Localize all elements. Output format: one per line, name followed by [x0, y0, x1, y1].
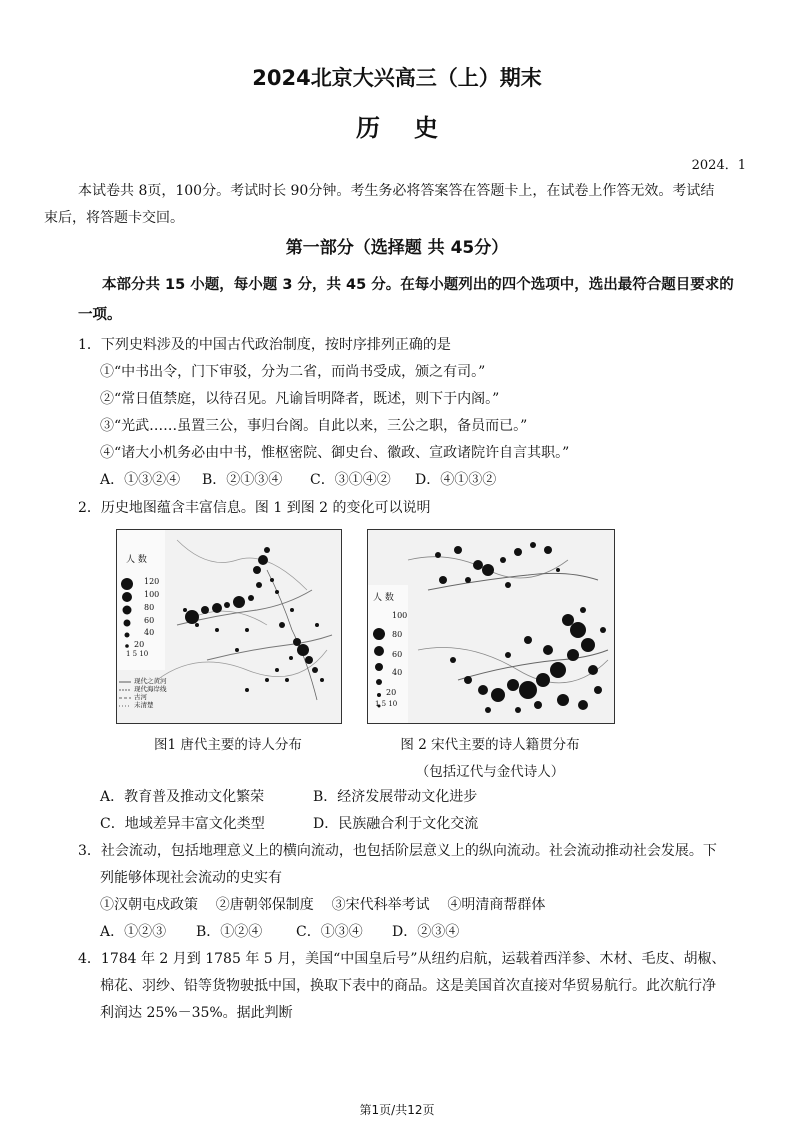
fig1-legend-line-3: 古河 [134, 693, 147, 701]
part1-heading: 第一部分（选择题 共 45分） [285, 238, 509, 258]
fig2-legend-40: 40 [392, 668, 403, 677]
fig1-legend-line-4: 未清楚 [134, 701, 154, 709]
fig1-legend-small: 1 5 10 [126, 650, 149, 658]
q3-items: ①汉朝屯戍政策 ②唐朝邻保制度 ③宋代科举考试 ④明清商帮群体 [100, 897, 546, 913]
q4-line-1: 4．1784 年 2 月到 1785 年 5 月，美国“中国皇后号”从纽约启航，运载着西洋参、木材、毛皮、胡椒、 [78, 951, 726, 967]
fig2-legend-60: 60 [392, 650, 403, 659]
q3-stem-1: 3．社会流动，包括地理意义上的横向流动，也包括阶层意义上的纵向流动。社会流动推动社会发展。下 [78, 843, 717, 859]
fig1-legend-line-1: 现代之黄河 [134, 677, 167, 685]
q2-option-d: D．民族融合利于文化交流 [313, 816, 479, 832]
tang-poets-map [116, 529, 342, 724]
page-number: 第1页/共12页 [359, 1103, 435, 1117]
q2-stem: 2．历史地图蕴含丰富信息。图 1 到图 2 的变化可以说明 [78, 500, 431, 516]
exam-date: 2024．1 [691, 158, 746, 173]
fig2-legend-20: 20 [386, 688, 397, 697]
intro-line-2: 束后，将答题卡交回。 [44, 210, 184, 226]
q3-option-a: A．①②③ [100, 924, 167, 940]
q1-item-4: ④“诸大小机务必由中书，惟枢密院、御史台、徽政、宣政诸院许自言其职。” [100, 445, 570, 461]
part1-instruction: 本部分共 15 小题，每小题 3 分，共 45 分。在每小题列出的四个选项中，选出最符合题目要求的一项。 [78, 277, 734, 323]
fig1-legend-line-2: 现代海岸线 [134, 685, 167, 693]
fig1-legend-60: 60 [144, 616, 155, 625]
fig1-legend-80: 80 [144, 603, 155, 612]
q2-option-c: C．地域差异丰富文化类型 [100, 816, 265, 832]
q1-item-2: ②“常日值禁庭，以待召见。凡谕旨明降者，既述，则下于内阁。” [100, 391, 500, 407]
song-poets-map [367, 529, 615, 724]
fig1-legend-120: 120 [144, 577, 160, 586]
subject-title: 历史 [356, 114, 472, 142]
q1-option-a: A．①③②④ [100, 472, 181, 488]
intro-line-1: 本试卷共 8页，100分。考试时长 90分钟。考生务必将答案答在答题卡上，在试卷上作答无效。考试结 [78, 183, 715, 199]
q1-item-1: ①“中书出令，门下审驳，分为二省，而尚书受成，颁之有司。” [100, 364, 486, 380]
q1-option-c: C．③①④② [310, 472, 391, 488]
fig2-legend-100: 100 [392, 611, 408, 620]
q1-option-d: D．④①③② [415, 472, 497, 488]
q1-option-b: B．②①③④ [202, 472, 283, 488]
fig1-caption: 图1 唐代主要的诗人分布 [154, 737, 302, 753]
fig1-legend-title: 人 数 [126, 555, 147, 565]
q3-option-b: B．①②④ [196, 924, 263, 940]
q2-option-b: B．经济发展带动文化进步 [313, 789, 478, 805]
q3-option-c: C．①③④ [296, 924, 363, 940]
fig1-legend-100: 100 [144, 590, 160, 599]
fig1-legend-40: 40 [144, 628, 155, 637]
q2-option-a: A．教育普及推动文化繁荣 [100, 789, 265, 805]
fig2-legend-small: 1 5 10 [375, 700, 398, 708]
q1-stem: 1．下列史料涉及的中国古代政治制度，按时序排列正确的是 [78, 337, 451, 353]
q3-stem-2: 列能够体现社会流动的史实有 [100, 870, 282, 886]
fig1-legend-20: 20 [134, 640, 145, 649]
fig2-caption-2: （包括辽代与金代诗人） [415, 764, 565, 780]
q4-line-2: 棉花、羽纱、铅等货物驶抵中国，换取下表中的商品。这是美国首次直接对华贸易航行。此次航行净 [100, 978, 716, 994]
exam-title: 2024北京大兴高三（上）期末 [252, 66, 542, 90]
fig2-legend-80: 80 [392, 630, 403, 639]
fig2-legend-title: 人 数 [373, 593, 394, 603]
q1-item-3: ③“光武……虽置三公，事归台阁。自此以来，三公之职，备员而已。” [100, 418, 528, 434]
fig2-caption: 图 2 宋代主要的诗人籍贯分布 [400, 737, 580, 753]
q4-line-3: 利润达 25%－35%。据此判断 [100, 1005, 293, 1021]
q3-option-d: D．②③④ [392, 924, 460, 940]
